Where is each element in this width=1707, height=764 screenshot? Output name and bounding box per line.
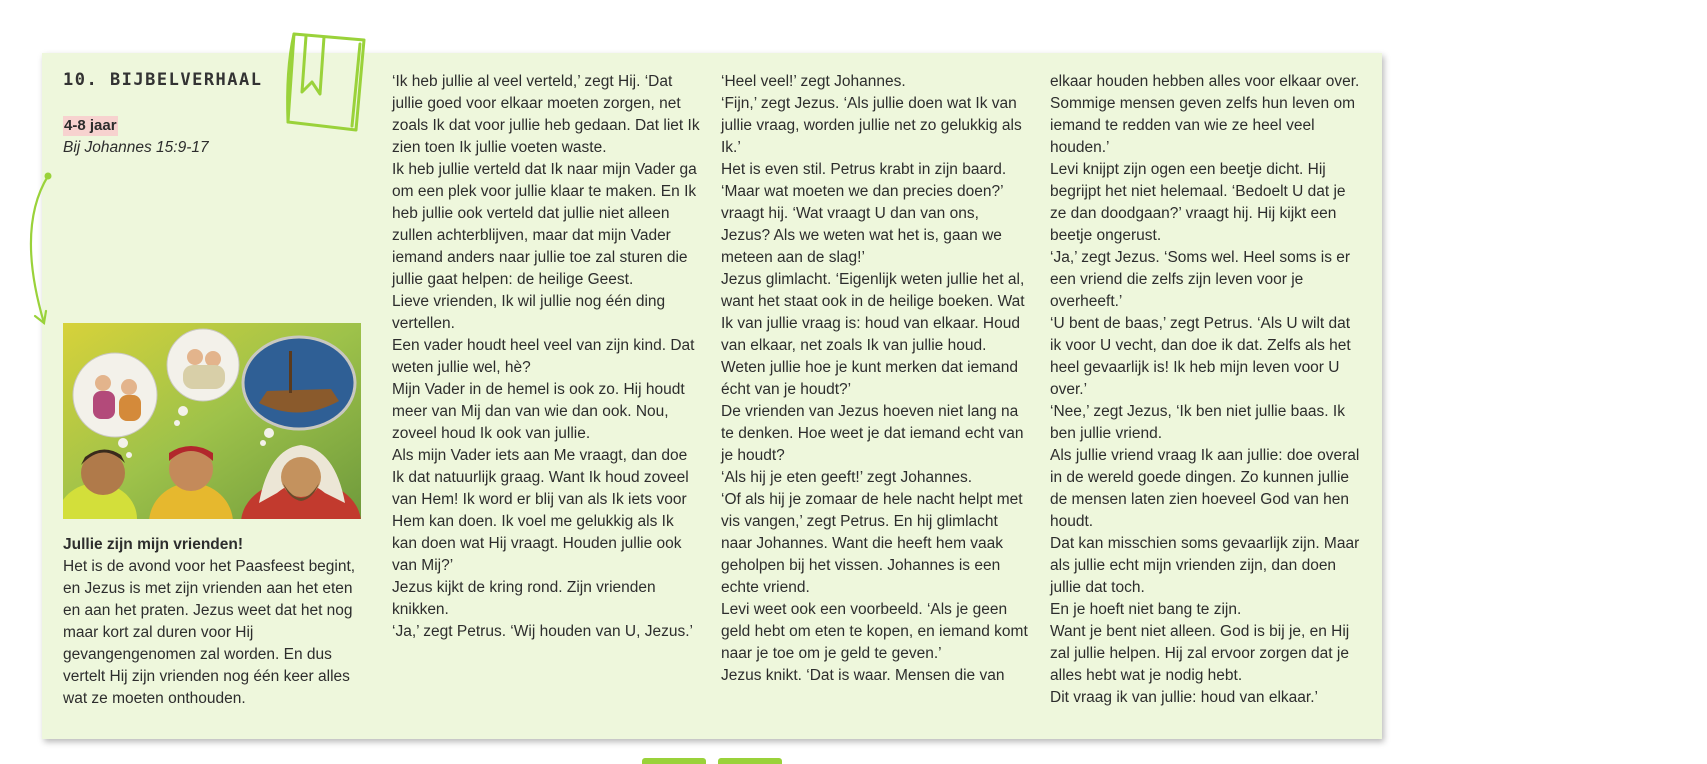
page-nav-tab-next[interactable] — [718, 758, 782, 764]
story-paragraph: ‘Of als hij je zomaar de hele nacht helpt met vis vangen,’ zegt Petrus. En hij glimlacht naar Johannes. Want die heeft hem vaak geholpen bij het vissen. Johannes is een echte vriend. — [721, 491, 1023, 596]
story-paragraph: ‘U bent de baas,’ zegt Petrus. ‘Als U wilt dat ik voor U vecht, dan doe ik dat. Zelfs als het heel gevaarlijk is! Ik heb mijn leven voor U over.’ — [1050, 315, 1351, 398]
story-paragraph: ‘Fijn,’ zegt Jezus. ‘Als jullie doen wat Ik van jullie vraag, worden jullie net zo gelukkig als Ik.’ — [721, 95, 1022, 156]
section-title: 10. BIJBELVERHAAL — [63, 70, 263, 90]
story-paragraph: Als mijn Vader iets aan Me vraagt, dan doe Ik dat natuurlijk graag. Want Ik houd zoveel van Hem! Ik word er blij van als Ik iets voor Hem kan doen. Ik voel me gelukkig als Ik kan doen wat Hij vraagt. Houden jullie ook van Mij?’ — [392, 447, 689, 574]
story-paragraph: Levi weet ook een voorbeeld. ‘Als je geen geld hebt om eten te kopen, en iemand komt naar je toe om je geld te geven.’ — [721, 601, 1028, 662]
story-paragraph: Het is de avond voor het Paasfeest begint, en Jezus is met zijn vrienden aan het eten en aan het praten. Jezus weet dat het nog maar kort zal duren voor Hij gevangengenomen zal worden. En dus vertelt Hij zijn vrienden nog één keer alles wat ze moeten onthouden. — [63, 558, 356, 707]
story-column-4 — [1050, 71, 1360, 709]
story-paragraph: Jezus kijkt de kring rond. Zijn vrienden knikken. — [392, 579, 656, 618]
story-illustration — [63, 323, 361, 519]
story-paragraph: Jezus glimlacht. ‘Eigenlijk weten jullie het al, want het staat ook in de heilige boeken. Wat Ik van jullie vraag is: houd van elkaar. Houd van elkaar, net zoals Ik van jullie houd. — [721, 271, 1025, 354]
story-paragraph: Als jullie vriend vraag Ik aan jullie: doe overal in de wereld goede dingen. Zo kunnen jullie de mensen laten zien hoeveel God van hen houdt. — [1050, 447, 1360, 530]
curved-arrow-icon — [20, 168, 60, 328]
story-column-2 — [392, 71, 702, 643]
story-paragraph: Weten jullie hoe je kunt merken dat iemand écht van je houdt?’ — [721, 359, 1018, 398]
story-paragraph: Ik heb jullie verteld dat Ik naar mijn Vader ga om een plek voor jullie klaar te maken. En Ik heb jullie ook verteld dat jullie niet alleen zullen achterblijven, maar dat mijn Vader iemand anders naar jullie toe zal sturen die jullie gaat helpen: de heilige Geest. — [392, 161, 697, 288]
story-paragraph: Levi knijpt zijn ogen een beetje dicht. Hij begrijpt het niet helemaal. ‘Bedoelt U dat je ze dan doodgaan?’ vraagt hij. Hij kijkt een beetje ongerust. — [1050, 161, 1346, 244]
bible-reference: Bij Johannes 15:9-17 — [63, 139, 209, 156]
page-nav-tab-previous[interactable] — [642, 758, 706, 764]
story-paragraph: Het is even stil. Petrus krabt in zijn baard. ‘Maar wat moeten we dan precies doen?’ vraagt hij. ‘Wat vraagt U dan van ons, Jezus? Als we weten wat het is, gaan we meteen aan de slag!’ — [721, 161, 1007, 266]
story-paragraph: Dat kan misschien soms gevaarlijk zijn. Maar als jullie echt mijn vrienden zijn, dan doen jullie dat toch. — [1050, 535, 1360, 596]
story-paragraph: Mijn Vader in de hemel is ook zo. Hij houdt meer van Mij dan van wie dan ook. Nou, zoveel houd Ik ook van jullie. — [392, 381, 685, 442]
story-paragraph: ‘Ik heb jullie al veel verteld,’ zegt Hij. ‘Dat jullie goed voor elkaar moeten zorgen, net zoals Ik dat voor jullie heb gedaan. Dat liet Ik zien toen Ik jullie voeten waste. — [392, 73, 700, 156]
story-column-3 — [721, 71, 1031, 687]
story-paragraph: Een vader houdt heel veel van zijn kind. Dat weten jullie wel, hè? — [392, 337, 695, 376]
story-paragraph: ‘Ja,’ zegt Jezus. ‘Soms wel. Heel soms is er een vriend die zelfs zijn leven voor je overheeft.’ — [1050, 249, 1351, 310]
story-paragraph: ‘Nee,’ zegt Jezus, ‘Ik ben niet jullie baas. Ik ben jullie vriend. — [1050, 403, 1345, 442]
story-paragraph: elkaar houden hebben alles voor elkaar over. Sommige mensen geven zelfs hun leven om iemand te redden van wie ze heel veel houden.’ — [1050, 73, 1360, 156]
story-paragraph: De vrienden van Jezus hoeven niet lang na te denken. Hoe weet je dat iemand echt van je houdt? — [721, 403, 1024, 464]
bookmark-book-icon — [284, 30, 370, 136]
age-badge: 4-8 jaar — [64, 117, 117, 134]
story-paragraph: Want je bent niet alleen. God is bij je, en Hij zal jullie helpen. Hij zal ervoor zorgen dat je alles hebt wat je nodig hebt. — [1050, 623, 1350, 684]
story-paragraph: ‘Als hij je eten geeft!’ zegt Johannes. — [721, 469, 973, 486]
story-paragraph: ‘Heel veel!’ zegt Johannes. — [721, 73, 906, 90]
story-paragraph: ‘Ja,’ zegt Petrus. ‘Wij houden van U, Jezus.’ — [392, 623, 693, 640]
story-column-1 — [63, 534, 363, 710]
story-paragraph: Jezus knikt. ‘Dat is waar. Mensen die van — [721, 667, 1005, 684]
story-paragraph: Dit vraag ik van jullie: houd van elkaar.’ — [1050, 689, 1318, 706]
story-title: Jullie zijn mijn vrienden! — [63, 536, 244, 553]
story-paragraph: En je hoeft niet bang te zijn. — [1050, 601, 1242, 618]
story-paragraph: Lieve vrienden, Ik wil jullie nog één ding vertellen. — [392, 293, 666, 332]
